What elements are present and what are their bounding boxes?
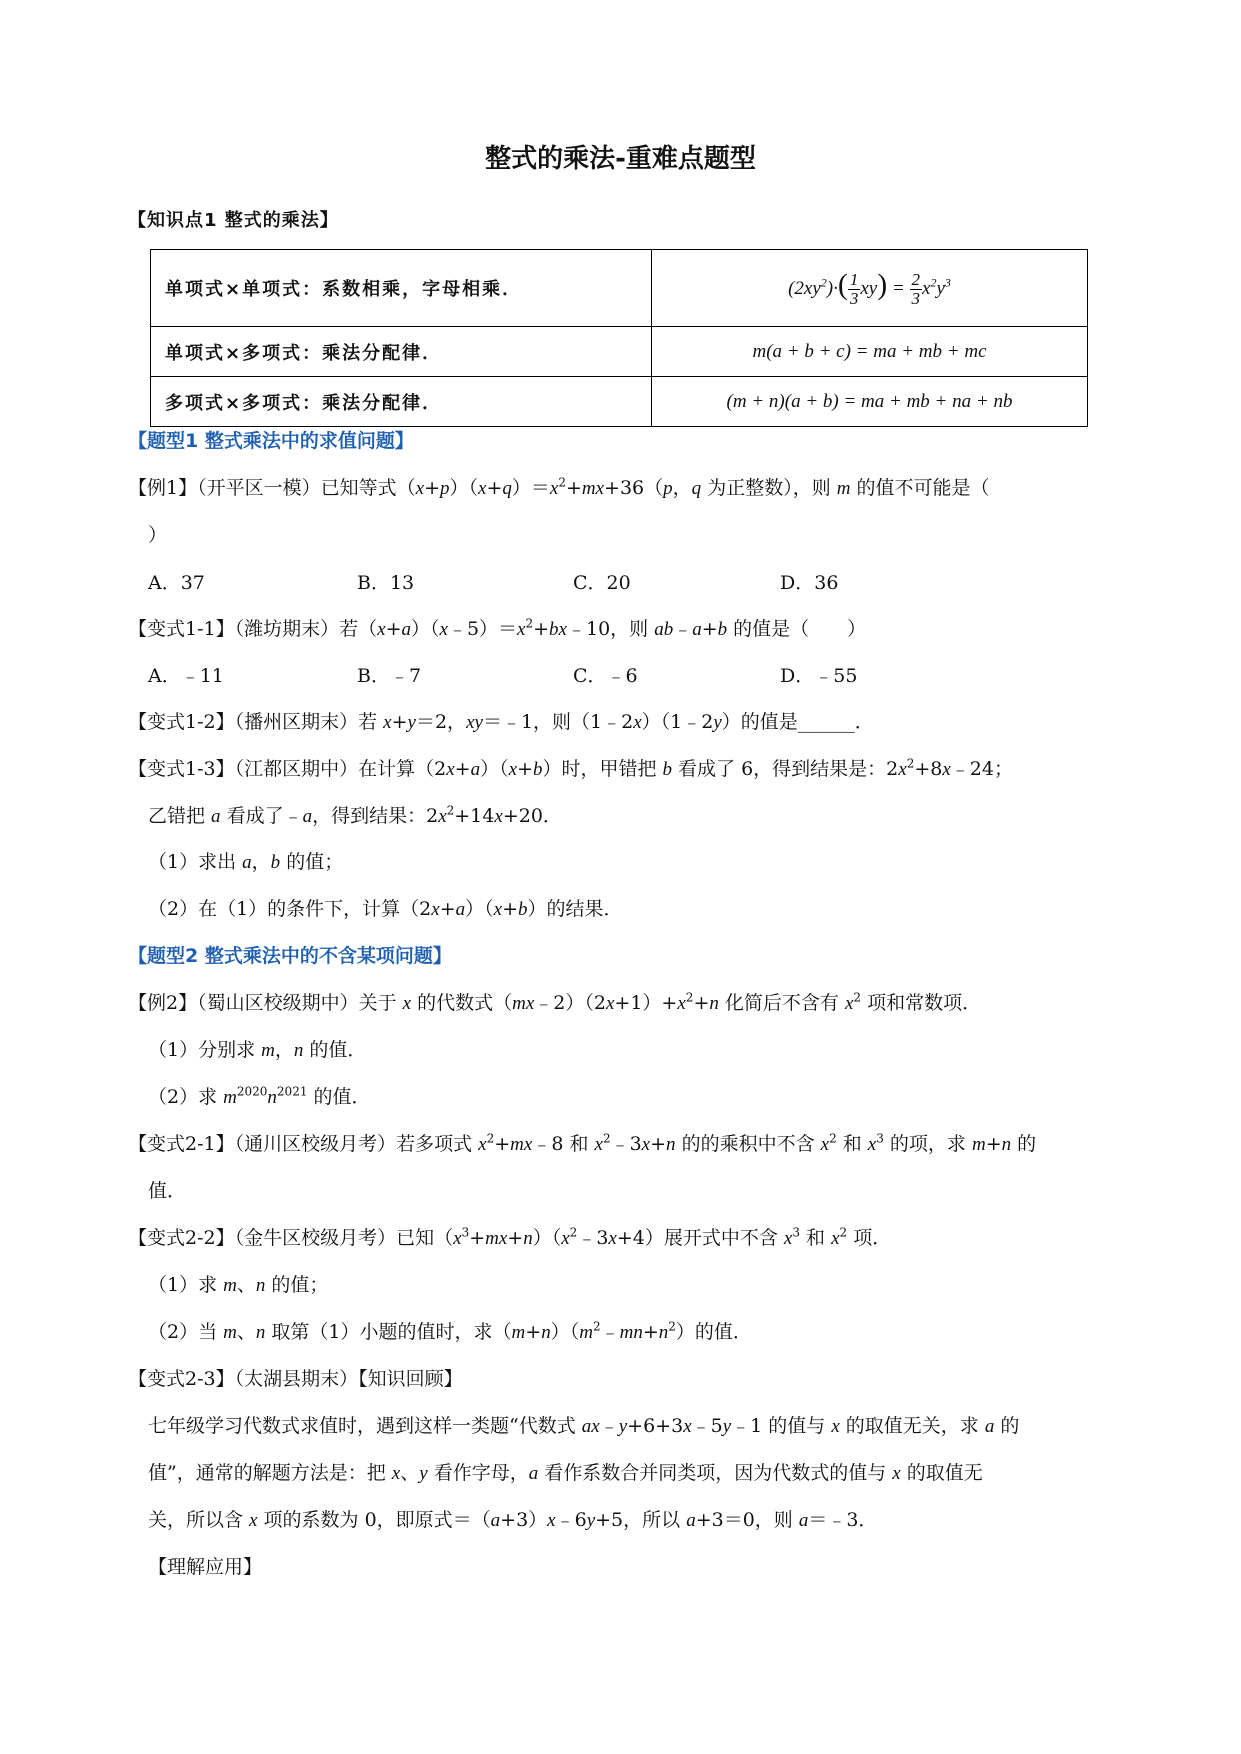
variant-1-3-q2: （2）在（1）的条件下，计算（2x+a）（x+b）的结果． [148, 898, 623, 920]
variant-2-3-line-2: 值”，通常的解题方法是：把 x、y 看作字母，a 看作系数合并同类项，因为代数式的值与 x 的取值无 [148, 1462, 983, 1484]
option-c: C．20 [573, 572, 631, 594]
example-1-line-1: 【例1】（开平区一模）已知等式$(x+p)(x+q)=x^2+mx+36(p$，q 为正整数），则 m 的值不可能是（ [128, 475, 990, 499]
example-2-q1: （1）分别求 m，n 的值． [148, 1039, 367, 1061]
knowledge-table [150, 249, 1088, 427]
variant-2-2: 【变式2-2】（金牛区校级月考）已知$(x^3+mx+n)(x^2﹣3x+4)$展开式中不含 $x^3$ 和 $x^2$ 项． [128, 1225, 892, 1249]
option-d: D．﹣55 [780, 665, 858, 687]
variant-2-1-line-1: 【变式2-1】（通川区校级月考）若多项式 $x^2+mx﹣8$ 和 $x^2﹣3x+n$ 的的乘积中不含 $x^2$ 和 $x^3$ 的项，求 m+n 的 [128, 1131, 1037, 1155]
example-cell: $(2xy^2)\cdot$( $\frac{1}{3}$ xy) = $\frac{2}{3}$ $x^2y^3$ [652, 250, 1088, 327]
option-c: C．﹣6 [573, 665, 638, 687]
rule-cell: 单项式×多项式：乘法分配律． [151, 327, 652, 377]
variant-2-2-q2: （2）当 m、n 取第（1）小题的值时，求$(m+n)(m^2﹣mn+n^2)$的值． [148, 1319, 752, 1343]
example-1-line-2: ） [148, 524, 168, 546]
option-a: A．37 [148, 572, 205, 594]
example-cell: (m + n)(a + b) = ma + mb + na + nb [652, 377, 1088, 427]
variant-1-2: 【变式1-2】（播州区期末）若 x+y＝2，xy＝﹣1，则（1﹣2x）（1﹣2y）的值是______． [128, 711, 874, 733]
variant-2-3-line-1: 七年级学习代数式求值时，遇到这样一类题“代数式 ax﹣y+6+3x﹣5y﹣1 的值与 x 的取值无关，求 a 的 [148, 1415, 1020, 1437]
table-row [151, 250, 1088, 327]
example-2: 【例2】（蜀山区校级期中）关于 x 的代数式$(mx﹣2)(2x+1)+x^2+n$ 化简后不含有 $x^2$ 项和常数项． [128, 990, 982, 1014]
section-heading-2: 【题型2 整式乘法中的不含某项问题】 [128, 945, 452, 967]
knowledge-header: 【知识点1 整式的乘法】 [128, 210, 339, 231]
option-a: A．﹣11 [148, 665, 224, 687]
page-title: 整式的乘法-重难点题型 [485, 144, 756, 174]
variant-2-3: 【变式2-3】（太湖县期末）【知识回顾】 [128, 1368, 463, 1390]
variant-1-3-q1: （1）求出 a，b 的值； [148, 851, 344, 873]
example-cell: m(a + b + c) = ma + mb + mc [652, 327, 1088, 377]
variant-1-1: 【变式1-1】（潍坊期末）若$(x+a)(x﹣5)=x^2+bx﹣10$，则 ab﹣a+b 的值是（ ） [128, 616, 867, 640]
table-row [151, 377, 1088, 427]
variant-1-3-line-1: 【变式1-3】（江都区期中）在计算（2x+a）（x+b）时，甲错把 b 看成了 6，得到结果是：$2x^2+8x﹣24$； [128, 756, 1013, 780]
rule-cell: 多项式×多项式：乘法分配律． [151, 377, 652, 427]
option-b: B．﹣7 [357, 665, 422, 687]
rule-cell: 单项式×单项式：系数相乘，字母相乘． [151, 250, 652, 327]
option-d: D．36 [780, 572, 839, 594]
option-b: B．13 [357, 572, 415, 594]
variant-1-3-line-2: 乙错把 a 看成了﹣a，得到结果：$2x^2+14x+20$． [148, 803, 562, 827]
variant-2-3-line-3: 关，所以含 x 项的系数为 0，即原式＝（a+3）x﹣6y+5，所以 a+3＝0，则 a＝﹣3． [148, 1509, 878, 1531]
variant-2-1-line-2: 值． [148, 1180, 187, 1202]
example-2-q2: （2）求 $m^{2020}n^{2021}$ 的值． [148, 1084, 371, 1108]
section-heading-1: 【题型1 整式乘法中的求值问题】 [128, 430, 414, 452]
table-row [151, 327, 1088, 377]
apply-tag: 【理解应用】 [148, 1556, 263, 1578]
variant-2-2-q1: （1）求 m、n 的值； [148, 1274, 329, 1296]
